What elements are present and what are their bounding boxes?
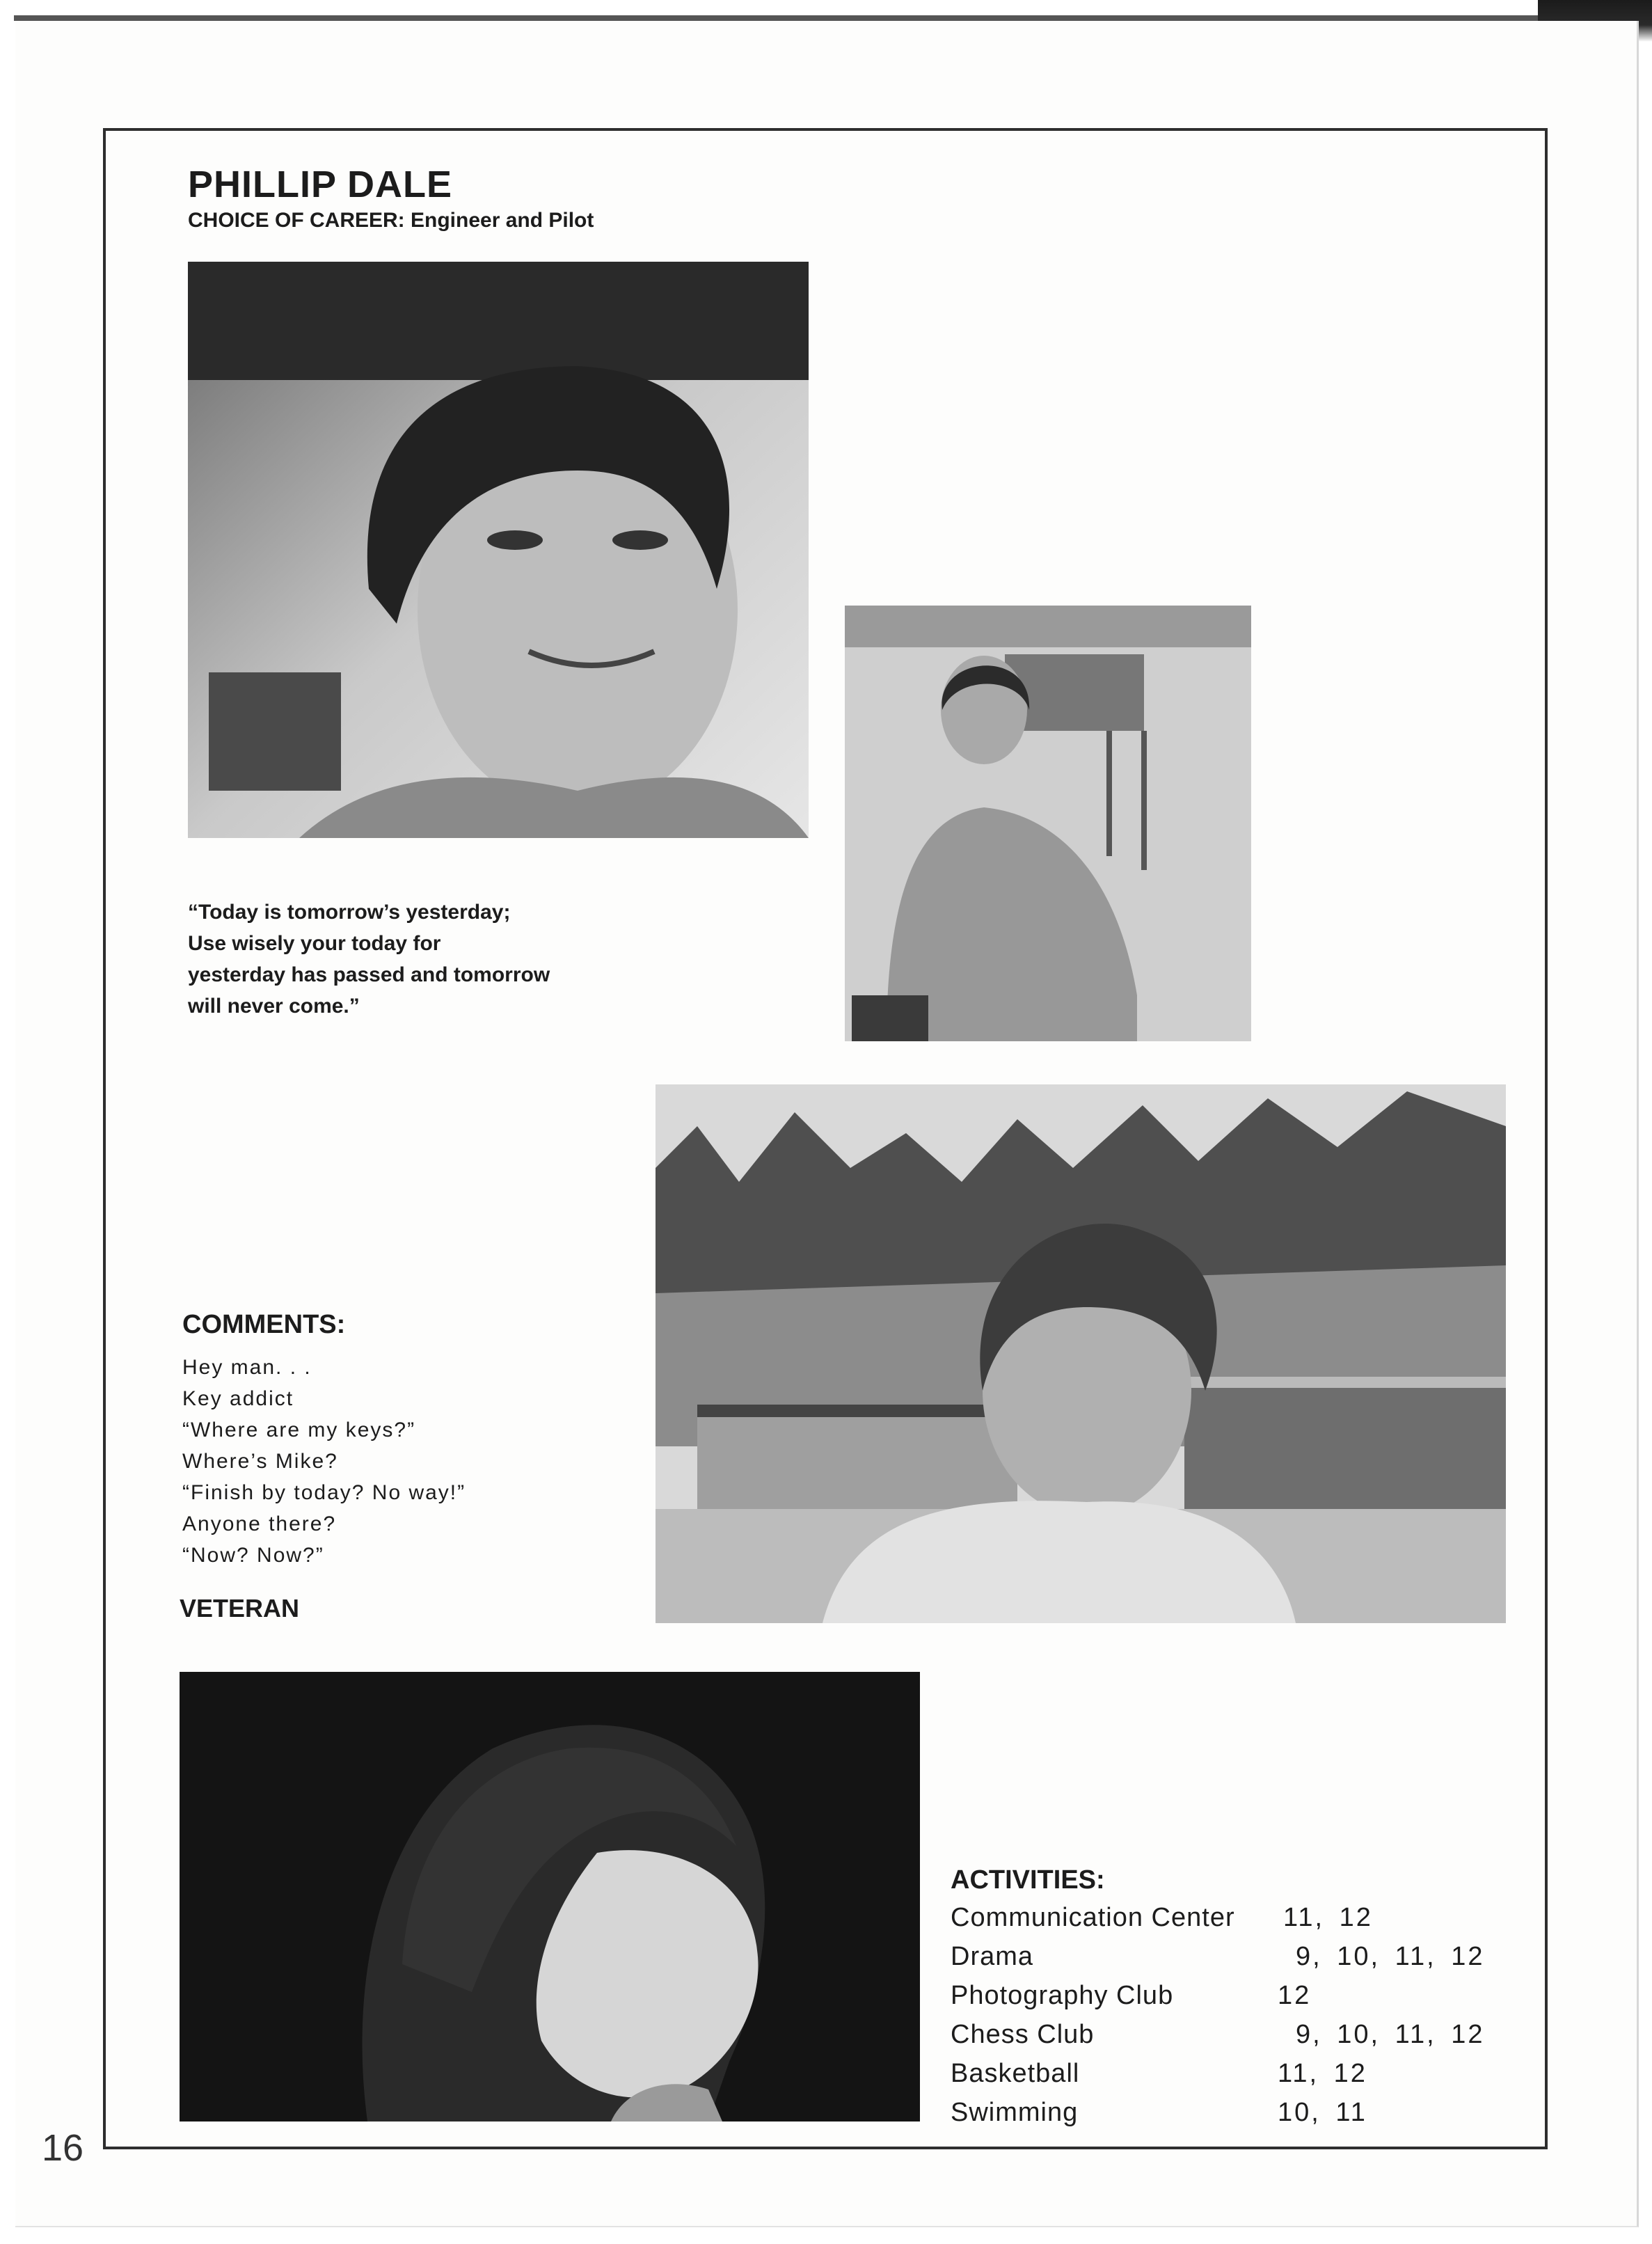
activity-name: Chess Club (951, 2020, 1095, 2049)
veteran-label: VETERAN (180, 1594, 300, 1622)
choice-of-career: CHOICE OF CAREER: Engineer and Pilot (188, 209, 594, 232)
comments-list (182, 1352, 466, 1571)
activity-name: Photography Club (951, 1981, 1174, 2010)
activity-grades: 11, 12 (1283, 1903, 1373, 1932)
comments-heading: COMMENTS: (182, 1310, 346, 1339)
activity-grades: 10, 11 (1278, 2098, 1367, 2127)
activity-grades: 12 (1278, 1981, 1312, 2010)
student-name: PHILLIP DALE (188, 164, 453, 205)
activity-row (951, 1903, 1507, 1942)
activity-row (951, 2020, 1507, 2059)
profile-photo (180, 1672, 920, 2121)
comment-line: Key addict (182, 1387, 294, 1410)
comment-line: Hey man. . . (182, 1356, 312, 1379)
portrait-photo-indoor (845, 606, 1251, 1041)
activity-grades: 9, 10, 11, 12 (1296, 1942, 1485, 1971)
page-number: 16 (42, 2127, 84, 2169)
scan-edge (14, 15, 1639, 21)
comment-line: Anyone there? (182, 1512, 337, 1535)
portrait-photo-closeup (188, 262, 809, 838)
comment-line: “Where are my keys?” (182, 1419, 416, 1441)
activities-list (951, 1903, 1507, 2137)
comment-line: “Finish by today? No way!” (182, 1481, 466, 1504)
activity-name: Basketball (951, 2059, 1080, 2088)
activity-row (951, 2098, 1507, 2137)
activity-grades: 9, 10, 11, 12 (1296, 2020, 1485, 2049)
activity-name: Swimming (951, 2098, 1079, 2127)
comment-line: “Now? Now?” (182, 1544, 324, 1567)
outdoor-photo (656, 1084, 1506, 1623)
activity-name: Drama (951, 1942, 1034, 1971)
activity-row (951, 2059, 1507, 2098)
activity-grades: 11, 12 (1278, 2059, 1367, 2088)
activities-heading: ACTIVITIES: (951, 1865, 1105, 1895)
activity-row (951, 1942, 1507, 1981)
senior-quote: “Today is tomorrow’s yesterday; Use wisely your today for yesterday has passed and tomorrow will never come.” (188, 901, 550, 1018)
activity-row (951, 1981, 1507, 2020)
activity-name: Communication Center (951, 1903, 1235, 1932)
comment-line: Where’s Mike? (182, 1450, 338, 1473)
